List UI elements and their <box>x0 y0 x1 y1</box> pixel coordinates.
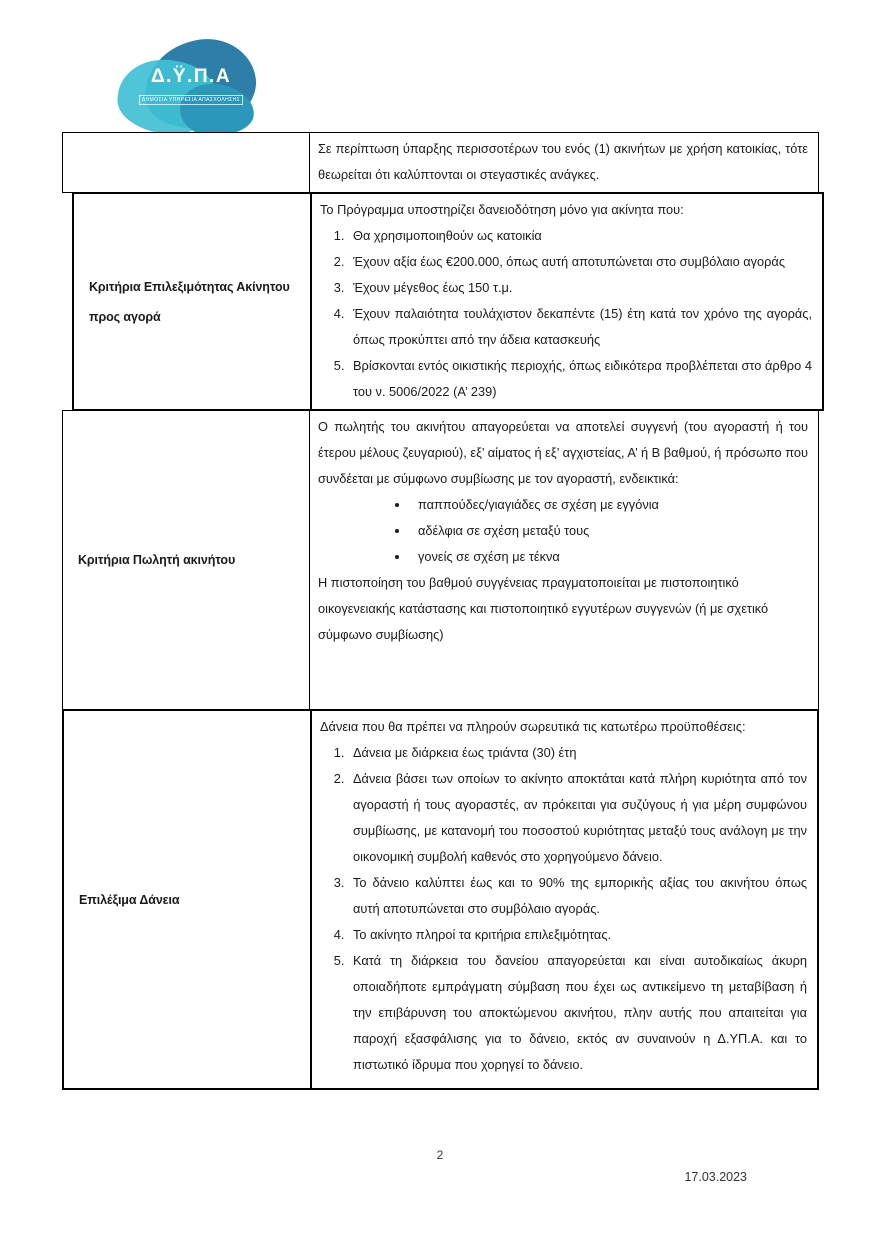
list-item: • αδέλφια σε σχέση μεταξύ τους <box>410 518 808 544</box>
table-row-seller-criteria <box>62 410 819 710</box>
intro-paragraph: Ο πωλητής του ακινήτου απαγορεύεται να αποτελεί συγγενή (του αγοραστή ή του έτερου μέλους ζευγαριού), εξ’ αίματος ή εξ’ αγχιστείας, Α’ ή Β βαθμού, ή πρόσωπο που συνδέεται με σύμφωνο συμβίωσης με τον αγοραστή, ενδεικτικά: <box>318 419 808 486</box>
logo-text <box>132 66 250 106</box>
list-item: 3. Το δάνειο καλύπτει έως και το 90% της εμπορικής αξίας του ακινήτου όπως αυτή αποτυπώνεται στο συμβόλαιο αγοράς. <box>348 870 807 922</box>
row-content <box>310 711 817 1088</box>
outro-paragraph: Η πιστοποίηση του βαθμού συγγένειας πραγματοποιείται με πιστοποιητικό οικογενειακής κατάστασης και πιστοποιητικό εγγυτέρων συγγενών (ή με σχετικό σύμφωνο συμβίωσης) <box>318 575 769 642</box>
list-item: 4. Έχουν παλαιότητα τουλάχιστον δεκαπέντε (15) έτη κατά τον χρόνο της αγοράς, όπως προκύπτει από την άδεια κατασκευής <box>348 301 812 353</box>
numbered-list <box>320 740 807 1078</box>
bullet-list <box>318 492 808 570</box>
logo-subtitle: ΔΗΜΟΣΙΑ ΥΠΗΡΕΣΙΑ ΑΠΑΣΧΟΛΗΣΗΣ <box>139 95 243 105</box>
list-item: 4. Το ακίνητο πληροί τα κριτήρια επιλεξιμότητας. <box>348 922 807 948</box>
list-item: 2. Έχουν αξία έως €200.000, όπως αυτή αποτυπώνεται στο συμβόλαιο αγοράς <box>348 249 812 275</box>
table-row-property-eligibility <box>72 192 824 411</box>
dypa-logo <box>118 40 258 138</box>
table-row-housing-needs <box>62 132 819 193</box>
paragraph: Σε περίπτωση ύπαρξης περισσοτέρων του ενός (1) ακινήτων με χρήση κατοικίας, τότε θεωρείται ότι καλύπτονται οι στεγαστικές ανάγκες. <box>318 141 808 182</box>
row-label: Κριτήρια Πωλητή ακινήτου <box>78 553 236 567</box>
footer-date: 17.03.2023 <box>684 1170 747 1184</box>
row-content <box>309 411 818 709</box>
criteria-table <box>62 132 819 1090</box>
row-content <box>310 194 822 409</box>
list-item: 1. Θα χρησιμοποιηθούν ως κατοικία <box>348 223 812 249</box>
row-label: Επιλέξιμα Δάνεια <box>79 892 180 907</box>
list-item: 5. Βρίσκονται εντός οικιστικής περιοχής, όπως ειδικότερα προβλέπεται στο άρθρο 4 του ν. 5006/2022 (Α’ 239) <box>348 353 812 405</box>
list-item: 3. Έχουν μέγεθος έως 150 τ.μ. <box>348 275 812 301</box>
list-item: 1. Δάνεια με διάρκεια έως τριάντα (30) έτη <box>348 740 807 766</box>
numbered-list <box>320 223 812 405</box>
list-item: • παππούδες/γιαγιάδες σε σχέση με εγγόνια <box>410 492 808 518</box>
logo-acronym: Δ.Ϋ.Π.Α <box>150 66 232 87</box>
list-item: 2. Δάνεια βάσει των οποίων το ακίνητο αποκτάται κατά πλήρη κυριότητα από τον αγοραστή ή τους αγοραστές, αν πρόκειται για συζύγους ή για μέρη συμφώνου συμβίωσης, με κατανομή του ποσοστού κυριότητας μεταξύ τους ανάλογη με την οικονομική συμβολή καθενός στο χορηγούμενο δάνειο. <box>348 766 807 870</box>
table-row-eligible-loans <box>62 709 819 1090</box>
list-item: 5. Κατά τη διάρκεια του δανείου απαγορεύεται και είναι αυτοδικαίως άκυρη οποιαδήποτε εμπράγματη σύμβαση που έχει ως αντικείμενο τη μεταβίβαση ή την επιβάρυνση του αποκτώμενου ακινήτου, πλην αυτής που απαιτείται για παροχή εξασφάλισης για το δάνειο, εκτός αν συναινούν η Δ.ΥΠ.Α. και το πιστωτικό ίδρυμα που χορηγεί το δάνειο. <box>348 948 807 1078</box>
page-number: 2 <box>436 1148 444 1162</box>
intro-paragraph: Δάνεια που θα πρέπει να πληρούν σωρευτικά τις κατωτέρω προϋποθέσεις: <box>320 719 746 734</box>
row-label: Κριτήρια Επιλεξιμότητας Ακίνητου προς αγορά <box>89 279 290 324</box>
intro-paragraph: Το Πρόγραμμα υποστηρίζει δανειοδότηση μόνο για ακίνητα που: <box>320 202 684 217</box>
list-item: • γονείς σε σχέση με τέκνα <box>410 544 808 570</box>
row-content <box>309 133 818 192</box>
row-label-empty <box>63 133 309 192</box>
